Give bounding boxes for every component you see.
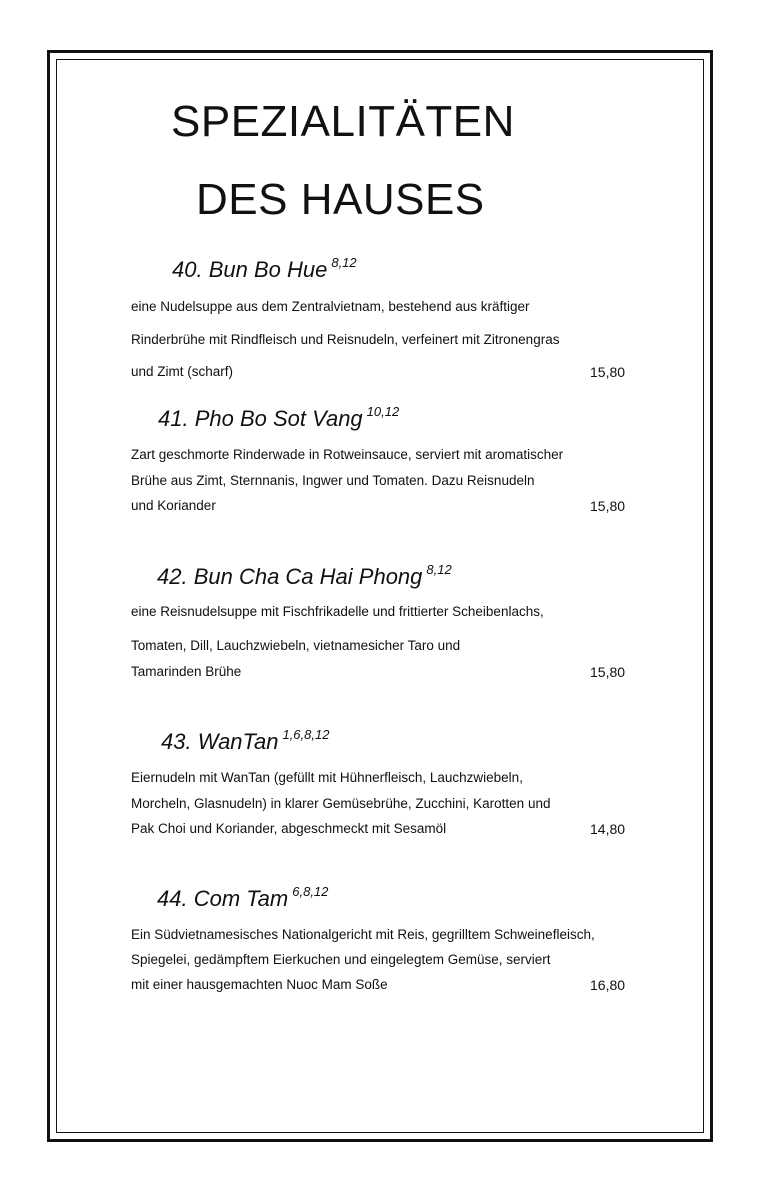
dish-title: 43. WanTan [161,729,279,754]
dish-price: 16,80 [590,977,626,993]
dish-description-line: mit einer hausgemachten Nuoc Mam Soße [131,977,388,992]
dish-description-line: und Koriander [131,498,216,513]
dish-allergens: 1,6,8,12 [282,727,330,742]
dish-allergens: 8,12 [426,562,452,577]
dish-title: 41. Pho Bo Sot Vang [158,406,363,431]
dish-description-line: eine Reisnudelsuppe mit Fischfrikadelle und frittierter Scheibenlachs, [131,604,544,619]
menu-title-line1: SPEZIALITÄTEN [171,97,515,146]
dish-description-line: Morcheln, Glasnudeln) in klarer Gemüsebrühe, Zucchini, Karotten und [131,796,551,811]
dish-name [157,885,328,910]
dish-allergens: 8,12 [331,255,357,270]
dish-description-line: Eiernudeln mit WanTan (gefüllt mit Hühnerfleisch, Lauchzwiebeln, [131,770,523,785]
dish-description-line: Ein Südvietnamesisches Nationalgericht mit Reis, gegrilltem Schweinefleisch, [131,927,595,942]
dish-price: 15,80 [590,498,626,514]
menu-title-line2: DES HAUSES [196,175,485,224]
dish-title: 44. Com Tam [157,886,289,911]
dish-allergens: 10,12 [366,404,400,419]
dish-price: 15,80 [590,364,626,380]
dish-description-line: Tomaten, Dill, Lauchzwiebeln, vietnamesicher Taro und [131,638,461,653]
dish-price: 15,80 [590,664,626,680]
dish-description-line: Zart geschmorte Rinderwade in Rotweinsauce, serviert mit aromatischer [131,447,564,462]
dish-description-line: eine Nudelsuppe aus dem Zentralvietnam, bestehend aus kräftiger [131,299,530,314]
dish-name [158,405,399,430]
dish-description-line: Spiegelei, gedämpftem Eierkuchen und eingelegtem Gemüse, serviert [131,952,551,967]
dish-name [161,728,329,753]
dish-allergens: 6,8,12 [292,884,329,899]
dish-description-line: Brühe aus Zimt, Sternnanis, Ingwer und Tomaten. Dazu Reisnudeln [131,473,535,488]
dish-name [157,563,452,588]
dish-title: 42. Bun Cha Ca Hai Phong [157,564,423,589]
dish-description-line: Rinderbrühe mit Rindfleisch und Reisnudeln, verfeinert mit Zitronengras [131,332,560,347]
dish-description-line: und Zimt (scharf) [131,364,234,379]
dish-price: 14,80 [590,821,626,837]
dish-description-line: Tamarinden Brühe [131,664,242,679]
dish-title: 40. Bun Bo Hue [172,257,328,282]
dish-name [172,256,357,281]
dish-description-line: Pak Choi und Koriander, abgeschmeckt mit Sesamöl [131,821,447,836]
